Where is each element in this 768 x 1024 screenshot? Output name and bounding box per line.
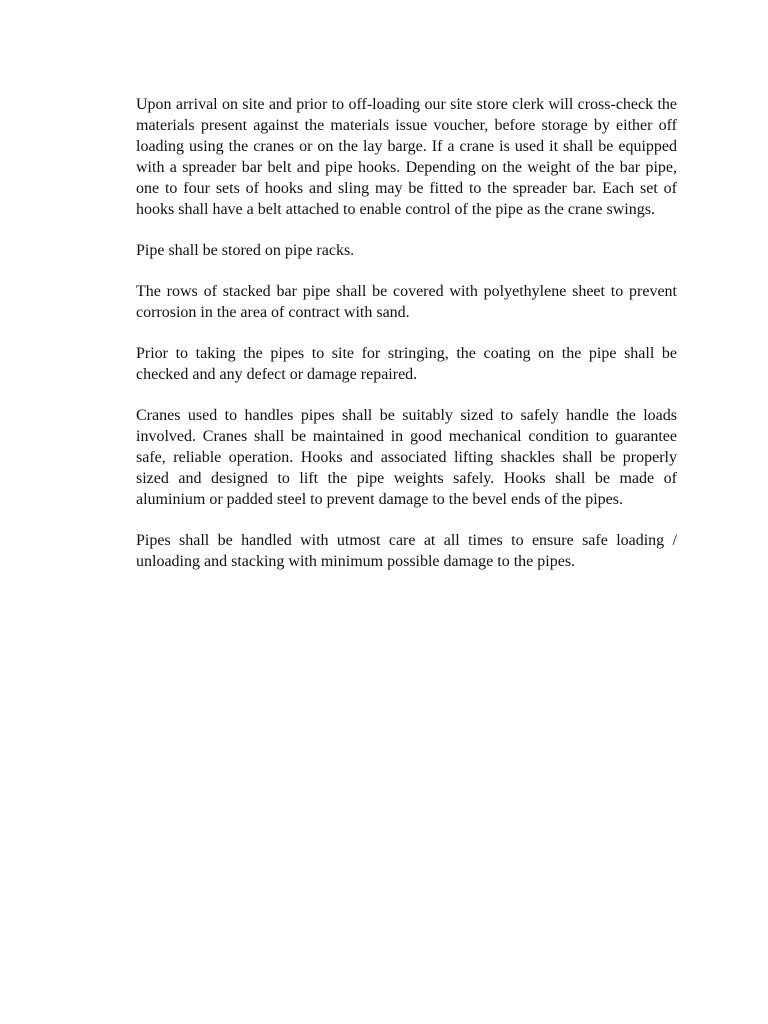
paragraph-crane-requirements: Cranes used to handles pipes shall be suitably sized to safely handle the loads involved. Cranes shall be maintained in good mechanical condition to guarantee safe, reliable operation. Hooks and associated lifting shackles shall be properly sized and designed to lift the pipe weights safely. Hooks shall be made of aluminium or padded steel to prevent damage to the bevel ends of the pipes. <box>136 407 677 508</box>
paragraph-handling-care: Pipes shall be handled with utmost care at all times to ensure safe loading / unloading and stacking with minimum possible damage to the pipes. <box>136 532 677 570</box>
document-body <box>136 94 677 592</box>
paragraph-pipe-storage: Pipe shall be stored on pipe racks. <box>136 242 355 259</box>
paragraph-offloading-procedure: Upon arrival on site and prior to off-loading our site store clerk will cross-check the materials present against the materials issue voucher, before storage by either off loading using the cranes or on the lay barge. If a crane is used it shall be equipped with a spreader bar belt and pipe hooks. Depending on the weight of the bar pipe, one to four sets of hooks and sling may be fitted to the spreader bar. Each set of hooks shall have a belt attached to enable control of the pipe as the crane swings. <box>136 96 677 218</box>
paragraph-polyethylene-cover: The rows of stacked bar pipe shall be covered with polyethylene sheet to prevent corrosion in the area of contract with sand. <box>136 283 677 321</box>
paragraph-coating-check: Prior to taking the pipes to site for stringing, the coating on the pipe shall be checked and any defect or damage repaired. <box>136 345 677 383</box>
